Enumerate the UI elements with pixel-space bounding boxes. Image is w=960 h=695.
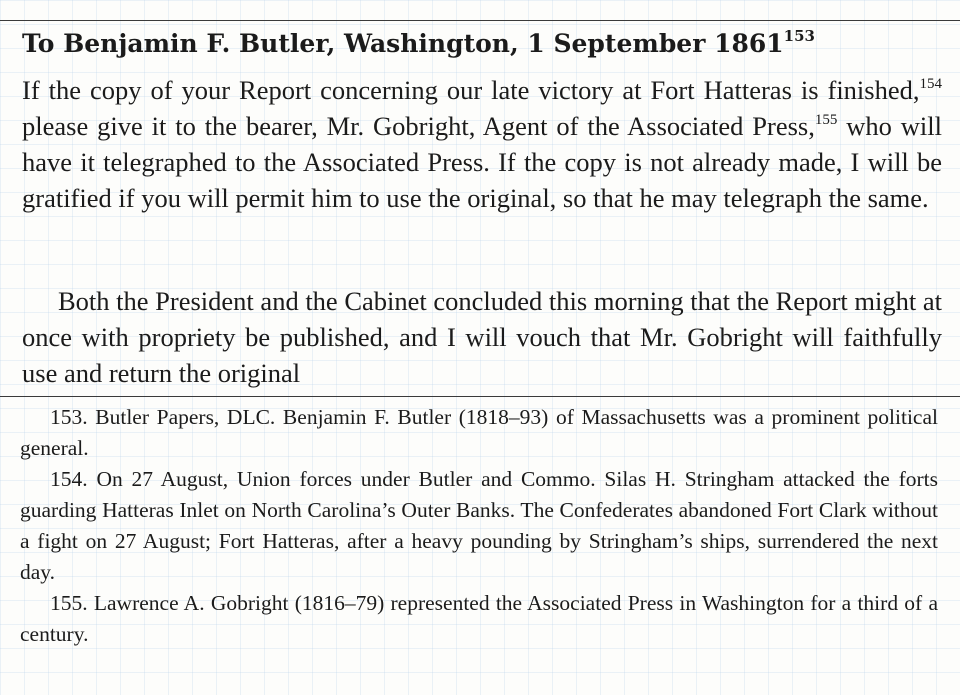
paragraph-1-text-c: who will have it telegraphed to the Associated Press. If the copy is not already made, I will be gratified if you will permit him to use the original, so that he may telegraph the same.	[22, 111, 942, 213]
letter-paragraph-2	[22, 283, 942, 391]
footnote-154	[20, 464, 938, 588]
footnote-separator-rule	[0, 396, 960, 397]
footnote-153	[20, 402, 938, 464]
letter-heading-text: To Benjamin F. Butler, Washington, 1 September 1861	[22, 29, 784, 58]
note-reference-155: 155	[814, 112, 838, 128]
top-rule	[0, 20, 960, 21]
footnote-number: 153.	[50, 405, 88, 429]
footnote-155	[20, 588, 938, 650]
heading-note-reference: 153	[783, 27, 815, 45]
footnote-number: 154.	[50, 467, 88, 491]
letter-heading	[22, 26, 942, 62]
paragraph-2-text: Both the President and the Cabinet concluded this morning that the Report might at once with propriety be published, and I will vouch that Mr. Gobright will faithfully use and return the original	[22, 286, 942, 388]
footnotes-section	[20, 402, 938, 650]
paragraph-1-text-b: please give it to the bearer, Mr. Gobright, Agent of the Associated Press,	[22, 111, 815, 141]
footnote-number: 155.	[50, 591, 88, 615]
letter-paragraph-1	[22, 72, 942, 216]
footnote-text: On 27 August, Union forces under Butler and Commo. Silas H. Stringham attacked the forts guarding Hatteras Inlet on North Carolina’s Outer Banks. The Confederates abandoned Fort Clark without a fight on 27 August; Fort Hatteras, after a heavy pounding by Stringham’s ships, surrendered the next day.	[20, 467, 939, 584]
footnote-text: Lawrence A. Gobright (1816–79) represented the Associated Press in Washington for a third of a century.	[20, 591, 939, 646]
paragraph-1-text-a: If the copy of your Report concerning our late victory at Fort Hatteras is finished,	[22, 75, 920, 105]
footnote-text: Butler Papers, DLC. Benjamin F. Butler (1818–93) of Massachusetts was a prominent political general.	[20, 405, 938, 460]
note-reference-154: 154	[919, 76, 942, 92]
